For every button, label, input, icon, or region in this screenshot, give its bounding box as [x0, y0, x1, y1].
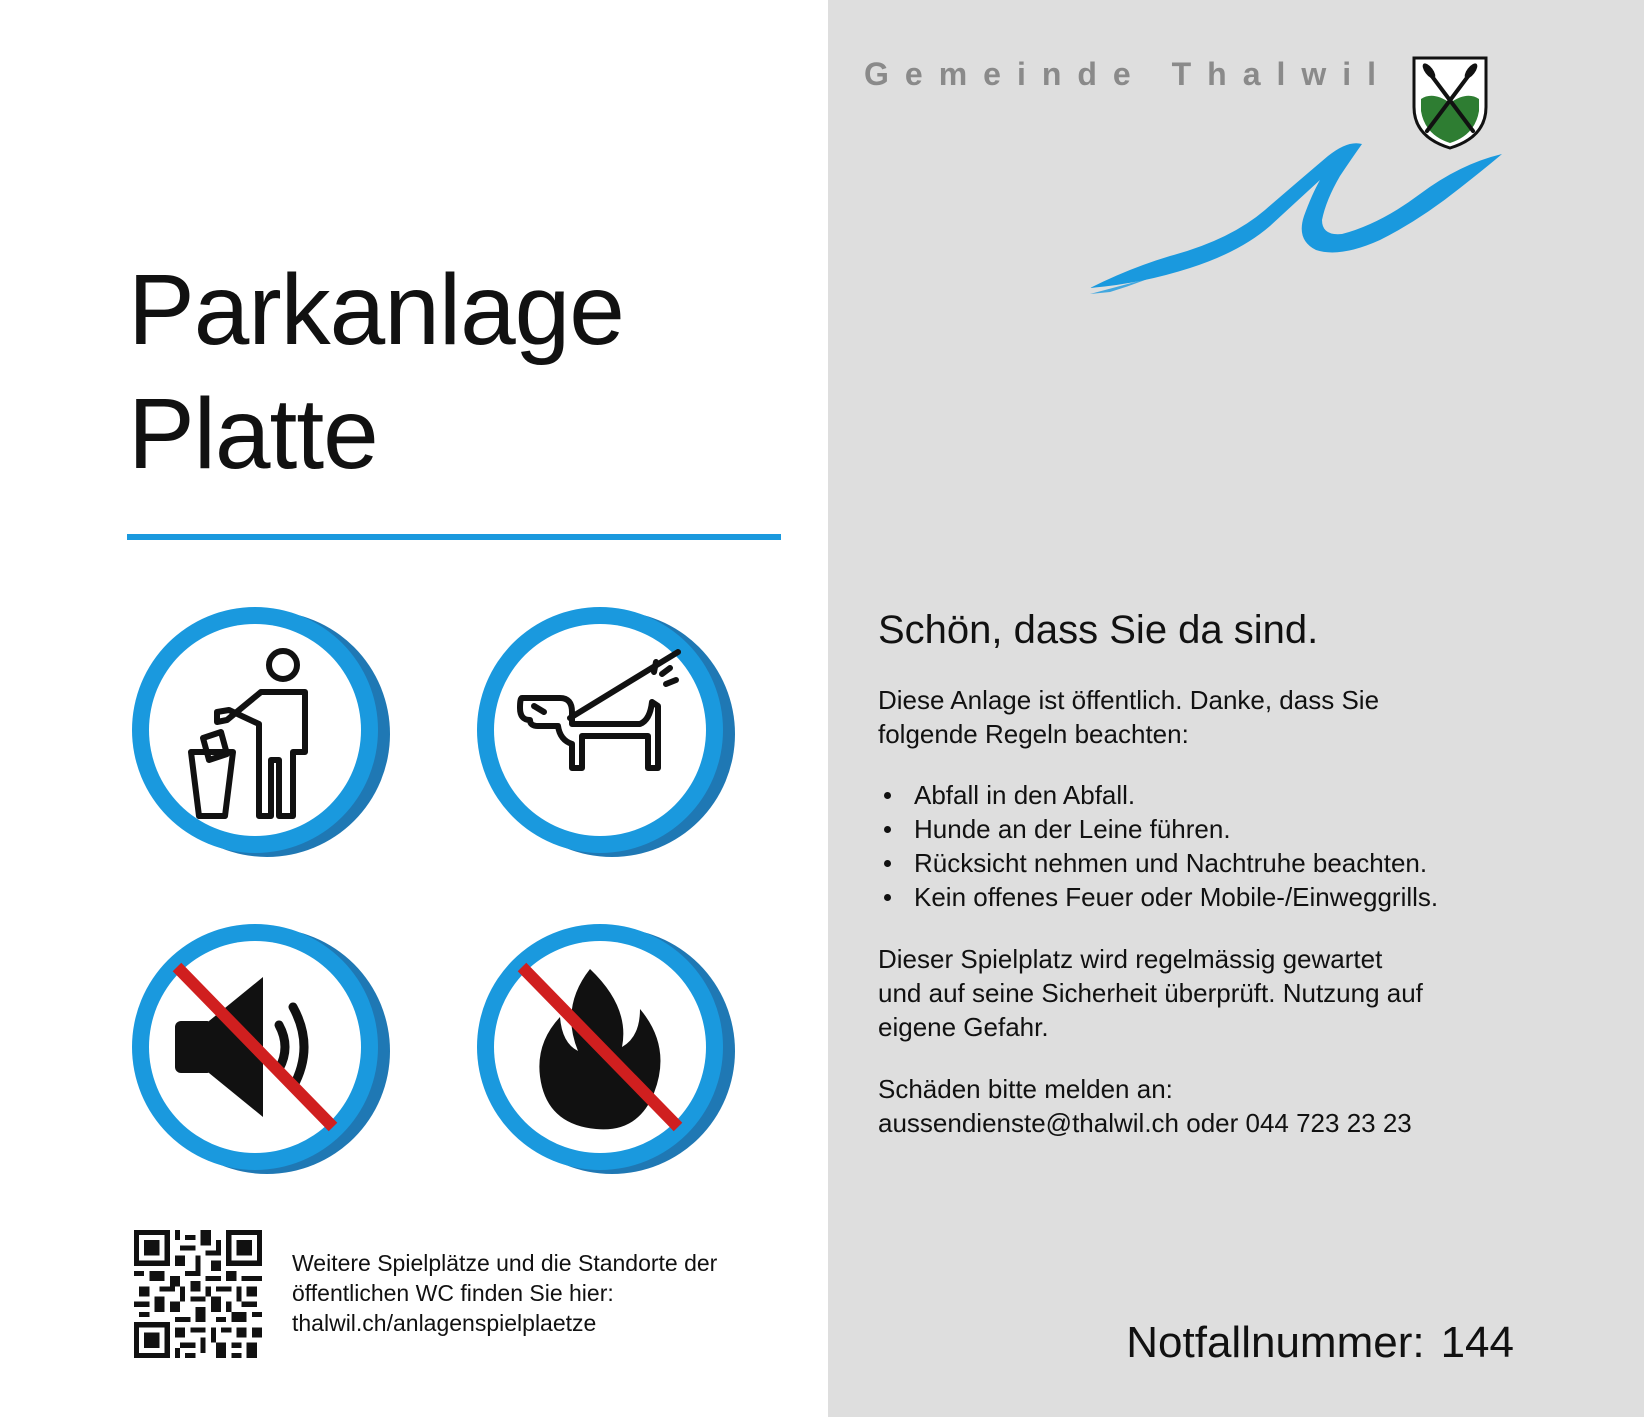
- litter-bin-icon: [132, 607, 390, 857]
- qr-caption-line: Weitere Spielplätze und die Standorte der: [292, 1250, 718, 1276]
- rule-item: Abfall in den Abfall.: [878, 778, 1438, 812]
- pictogram-grid: [0, 0, 828, 1200]
- maintenance-text: [878, 942, 1423, 1044]
- intro-line: Diese Anlage ist öffentlich. Danke, dass Sie: [878, 685, 1380, 715]
- blue-wave-swoosh: [1090, 128, 1510, 298]
- qr-code[interactable]: [134, 1230, 262, 1358]
- municipality-name: Gemeinde Thalwil: [864, 56, 1393, 92]
- rules-list: [878, 778, 1438, 914]
- greeting-heading: Schön, dass Sie da sind.: [878, 608, 1319, 652]
- title-line-2: Platte: [128, 378, 378, 490]
- rule-item: Rücksicht nehmen und Nachtruhe beachten.: [878, 846, 1438, 880]
- qr-caption: [292, 1248, 717, 1338]
- report-contact[interactable]: aussendienste@thalwil.ch oder 044 723 23 23: [878, 1108, 1412, 1138]
- intro-line: folgende Regeln beachten:: [878, 719, 1189, 749]
- rule-item: Hunde an der Leine führen.: [878, 812, 1438, 846]
- emergency-value[interactable]: 144: [1440, 1318, 1514, 1367]
- no-noise-icon: [132, 924, 390, 1174]
- qr-caption-link[interactable]: thalwil.ch/anlagenspielplaetze: [292, 1310, 597, 1336]
- title-line-1: Parkanlage: [128, 254, 624, 366]
- rule-item: Kein offenes Feuer oder Mobile-/Einweggrills.: [878, 880, 1438, 914]
- report-line: Schäden bitte melden an:: [878, 1074, 1173, 1104]
- maintenance-line: und auf seine Sicherheit überprüft. Nutzung auf: [878, 978, 1423, 1008]
- maintenance-line: Dieser Spielplatz wird regelmässig gewartet: [878, 944, 1383, 974]
- emergency-number: [1126, 1318, 1514, 1368]
- emergency-label: Notfallnummer:: [1126, 1318, 1425, 1367]
- maintenance-line: eigene Gefahr.: [878, 1012, 1049, 1042]
- qr-caption-line: öffentlichen WC finden Sie hier:: [292, 1280, 614, 1306]
- damage-report-text: [878, 1072, 1412, 1140]
- dog-on-leash-icon: [477, 607, 735, 857]
- intro-text: [878, 683, 1379, 751]
- no-fire-icon: [477, 924, 735, 1174]
